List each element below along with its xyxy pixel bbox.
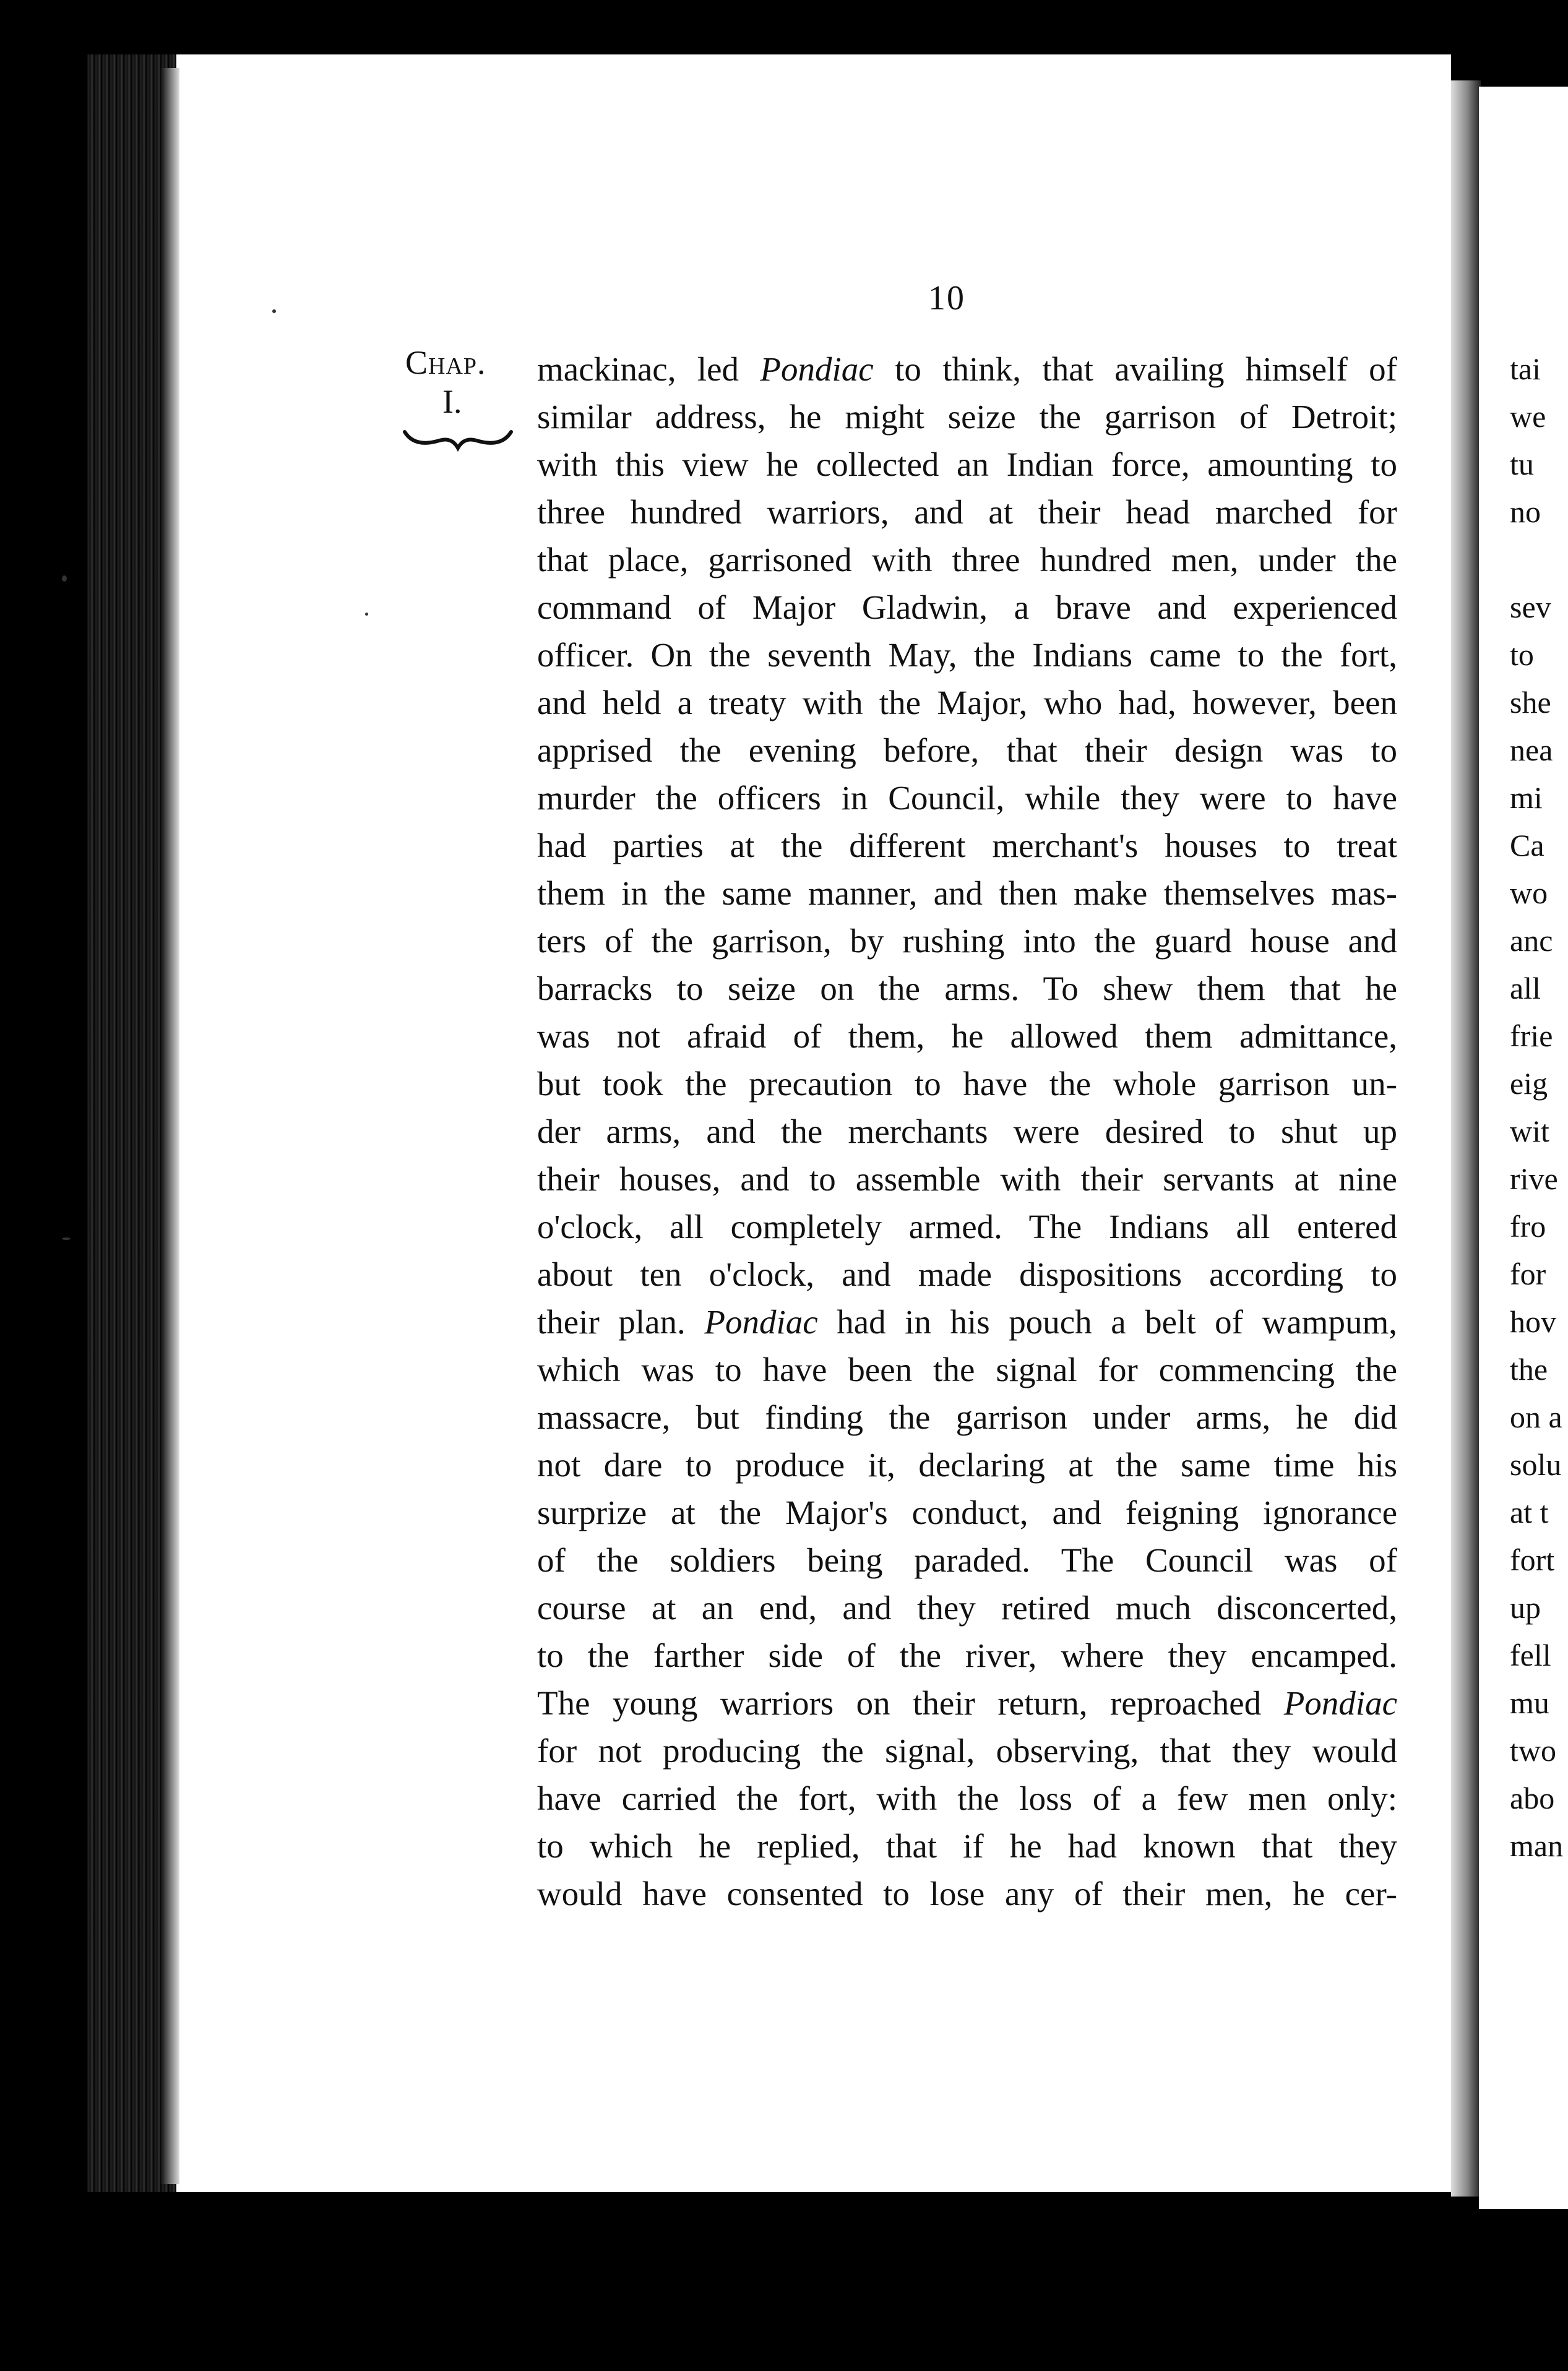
fragment-line: tai bbox=[1510, 351, 1541, 386]
text-line: officer. On the seventh May, the Indians came to the fort, bbox=[537, 636, 1397, 674]
text-line: them in the same manner, and then make themselves mas- bbox=[537, 874, 1397, 912]
fragment-line: eig bbox=[1510, 1066, 1548, 1101]
text-line: have carried the fort, with the loss of a few men only: bbox=[537, 1779, 1397, 1817]
text-line: surprize at the Major's conduct, and feigning ignorance bbox=[537, 1494, 1397, 1531]
text-line: not dare to produce it, declaring at the same time his bbox=[537, 1446, 1397, 1484]
text-line: murder the officers in Council, while they were to have bbox=[537, 779, 1397, 817]
italic-name: Pondiac bbox=[704, 1303, 818, 1341]
text-line: had parties at the different merchant's houses to treat bbox=[537, 827, 1397, 864]
fragment-line: we bbox=[1510, 399, 1546, 434]
fragment-line: solu bbox=[1510, 1447, 1562, 1482]
right-page-edge-shadow bbox=[1451, 80, 1481, 2197]
right-page-text-fragments bbox=[1510, 345, 1568, 1870]
text-line: massacre, but finding the garrison under arms, he did bbox=[537, 1398, 1397, 1436]
text-line: mackinac, led Pondiac to think, that availing himself of bbox=[537, 350, 1397, 388]
text-line: with this view he collected an Indian force, amounting to bbox=[537, 445, 1397, 483]
fragment-line: up bbox=[1510, 1590, 1541, 1625]
text-line: but took the precaution to have the whole garrison un- bbox=[537, 1065, 1397, 1103]
italic-name: Pondiac bbox=[760, 350, 874, 388]
fragment-line: fro bbox=[1510, 1209, 1546, 1244]
text-line: their plan. Pondiac had in his pouch a belt of wampum, bbox=[537, 1303, 1397, 1341]
paper-speck bbox=[62, 575, 67, 582]
text-line: ters of the garrison, by rushing into the guard house and bbox=[537, 922, 1397, 960]
text-line: that place, garrisoned with three hundred men, under the bbox=[537, 541, 1397, 579]
fragment-line: frie bbox=[1510, 1018, 1553, 1053]
fragment-line: fort bbox=[1510, 1543, 1555, 1577]
page-spine-shadow bbox=[161, 68, 179, 2184]
chapter-brace-ornament bbox=[402, 427, 514, 452]
text-line: o'clock, all completely armed. The Indians all entered bbox=[537, 1208, 1397, 1246]
fragment-line: she bbox=[1510, 685, 1551, 720]
fragment-line: man bbox=[1510, 1828, 1564, 1863]
text-line: similar address, he might seize the garrison of Detroit; bbox=[537, 398, 1397, 436]
text-line: which was to have been the signal for commencing the bbox=[537, 1351, 1397, 1388]
text-line: barracks to seize on the arms. To shew them that he bbox=[537, 970, 1397, 1007]
text-line: command of Major Gladwin, a brave and experienced bbox=[537, 588, 1397, 626]
fragment-line: the bbox=[1510, 1352, 1548, 1387]
fragment-line: anc bbox=[1510, 923, 1553, 958]
fragment-line: nea bbox=[1510, 733, 1553, 767]
text-line: for not producing the signal, observing, that they would bbox=[537, 1732, 1397, 1770]
paper-speck bbox=[62, 1237, 71, 1240]
fragment-line: at t bbox=[1510, 1495, 1549, 1530]
fragment-line bbox=[1510, 536, 1568, 583]
fragment-line: two bbox=[1510, 1733, 1556, 1768]
fragment-line: hov bbox=[1510, 1304, 1556, 1339]
text-line: about ten o'clock, and made dispositions according to bbox=[537, 1255, 1397, 1293]
text-line: course at an end, and they retired much disconcerted, bbox=[537, 1589, 1397, 1627]
text-line: apprised the evening before, that their design was to bbox=[537, 731, 1397, 769]
text-line: to the farther side of the river, where they encamped. bbox=[537, 1637, 1397, 1674]
fragment-line: all bbox=[1510, 971, 1541, 1005]
text-line: was not afraid of them, he allowed them admittance, bbox=[537, 1017, 1397, 1055]
fragment-line: mi bbox=[1510, 780, 1543, 815]
chapter-number: I. bbox=[442, 383, 462, 420]
fragment-line: wo bbox=[1510, 876, 1548, 910]
page-number: 10 bbox=[928, 279, 965, 317]
fragment-line: for bbox=[1510, 1257, 1546, 1291]
text-line: their houses, and to assemble with their servants at nine bbox=[537, 1160, 1397, 1198]
fragment-line: to bbox=[1510, 637, 1534, 672]
fragment-line: mu bbox=[1510, 1685, 1549, 1720]
text-line: and held a treaty with the Major, who had, however, been bbox=[537, 684, 1397, 721]
fragment-line: no bbox=[1510, 494, 1541, 529]
text-line: would have consented to lose any of their men, he cer- bbox=[537, 1875, 1397, 1913]
text-line: der arms, and the merchants were desired to shut up bbox=[537, 1112, 1397, 1150]
fragment-line: abo bbox=[1510, 1781, 1555, 1815]
italic-name: Pondiac bbox=[1283, 1684, 1397, 1722]
fragment-line: sev bbox=[1510, 590, 1551, 624]
paper-speck bbox=[365, 613, 368, 616]
fragment-line: fell bbox=[1510, 1638, 1551, 1672]
text-line: three hundred warriors, and at their head marched for bbox=[537, 493, 1397, 531]
chapter-label: Chap. bbox=[405, 344, 486, 381]
body-text bbox=[537, 345, 1397, 1917]
text-line: of the soldiers being paraded. The Council was of bbox=[537, 1541, 1397, 1579]
text-line: The young warriors on their return, reproached Pondiac bbox=[537, 1684, 1397, 1722]
fragment-line: on a bbox=[1510, 1400, 1562, 1434]
text-line: to which he replied, that if he had known that they bbox=[537, 1827, 1397, 1865]
fragment-line: tu bbox=[1510, 447, 1534, 481]
fragment-line: rive bbox=[1510, 1161, 1558, 1196]
paper-speck bbox=[272, 309, 276, 313]
fragment-line: wit bbox=[1510, 1114, 1549, 1148]
fragment-line: Ca bbox=[1510, 828, 1544, 863]
